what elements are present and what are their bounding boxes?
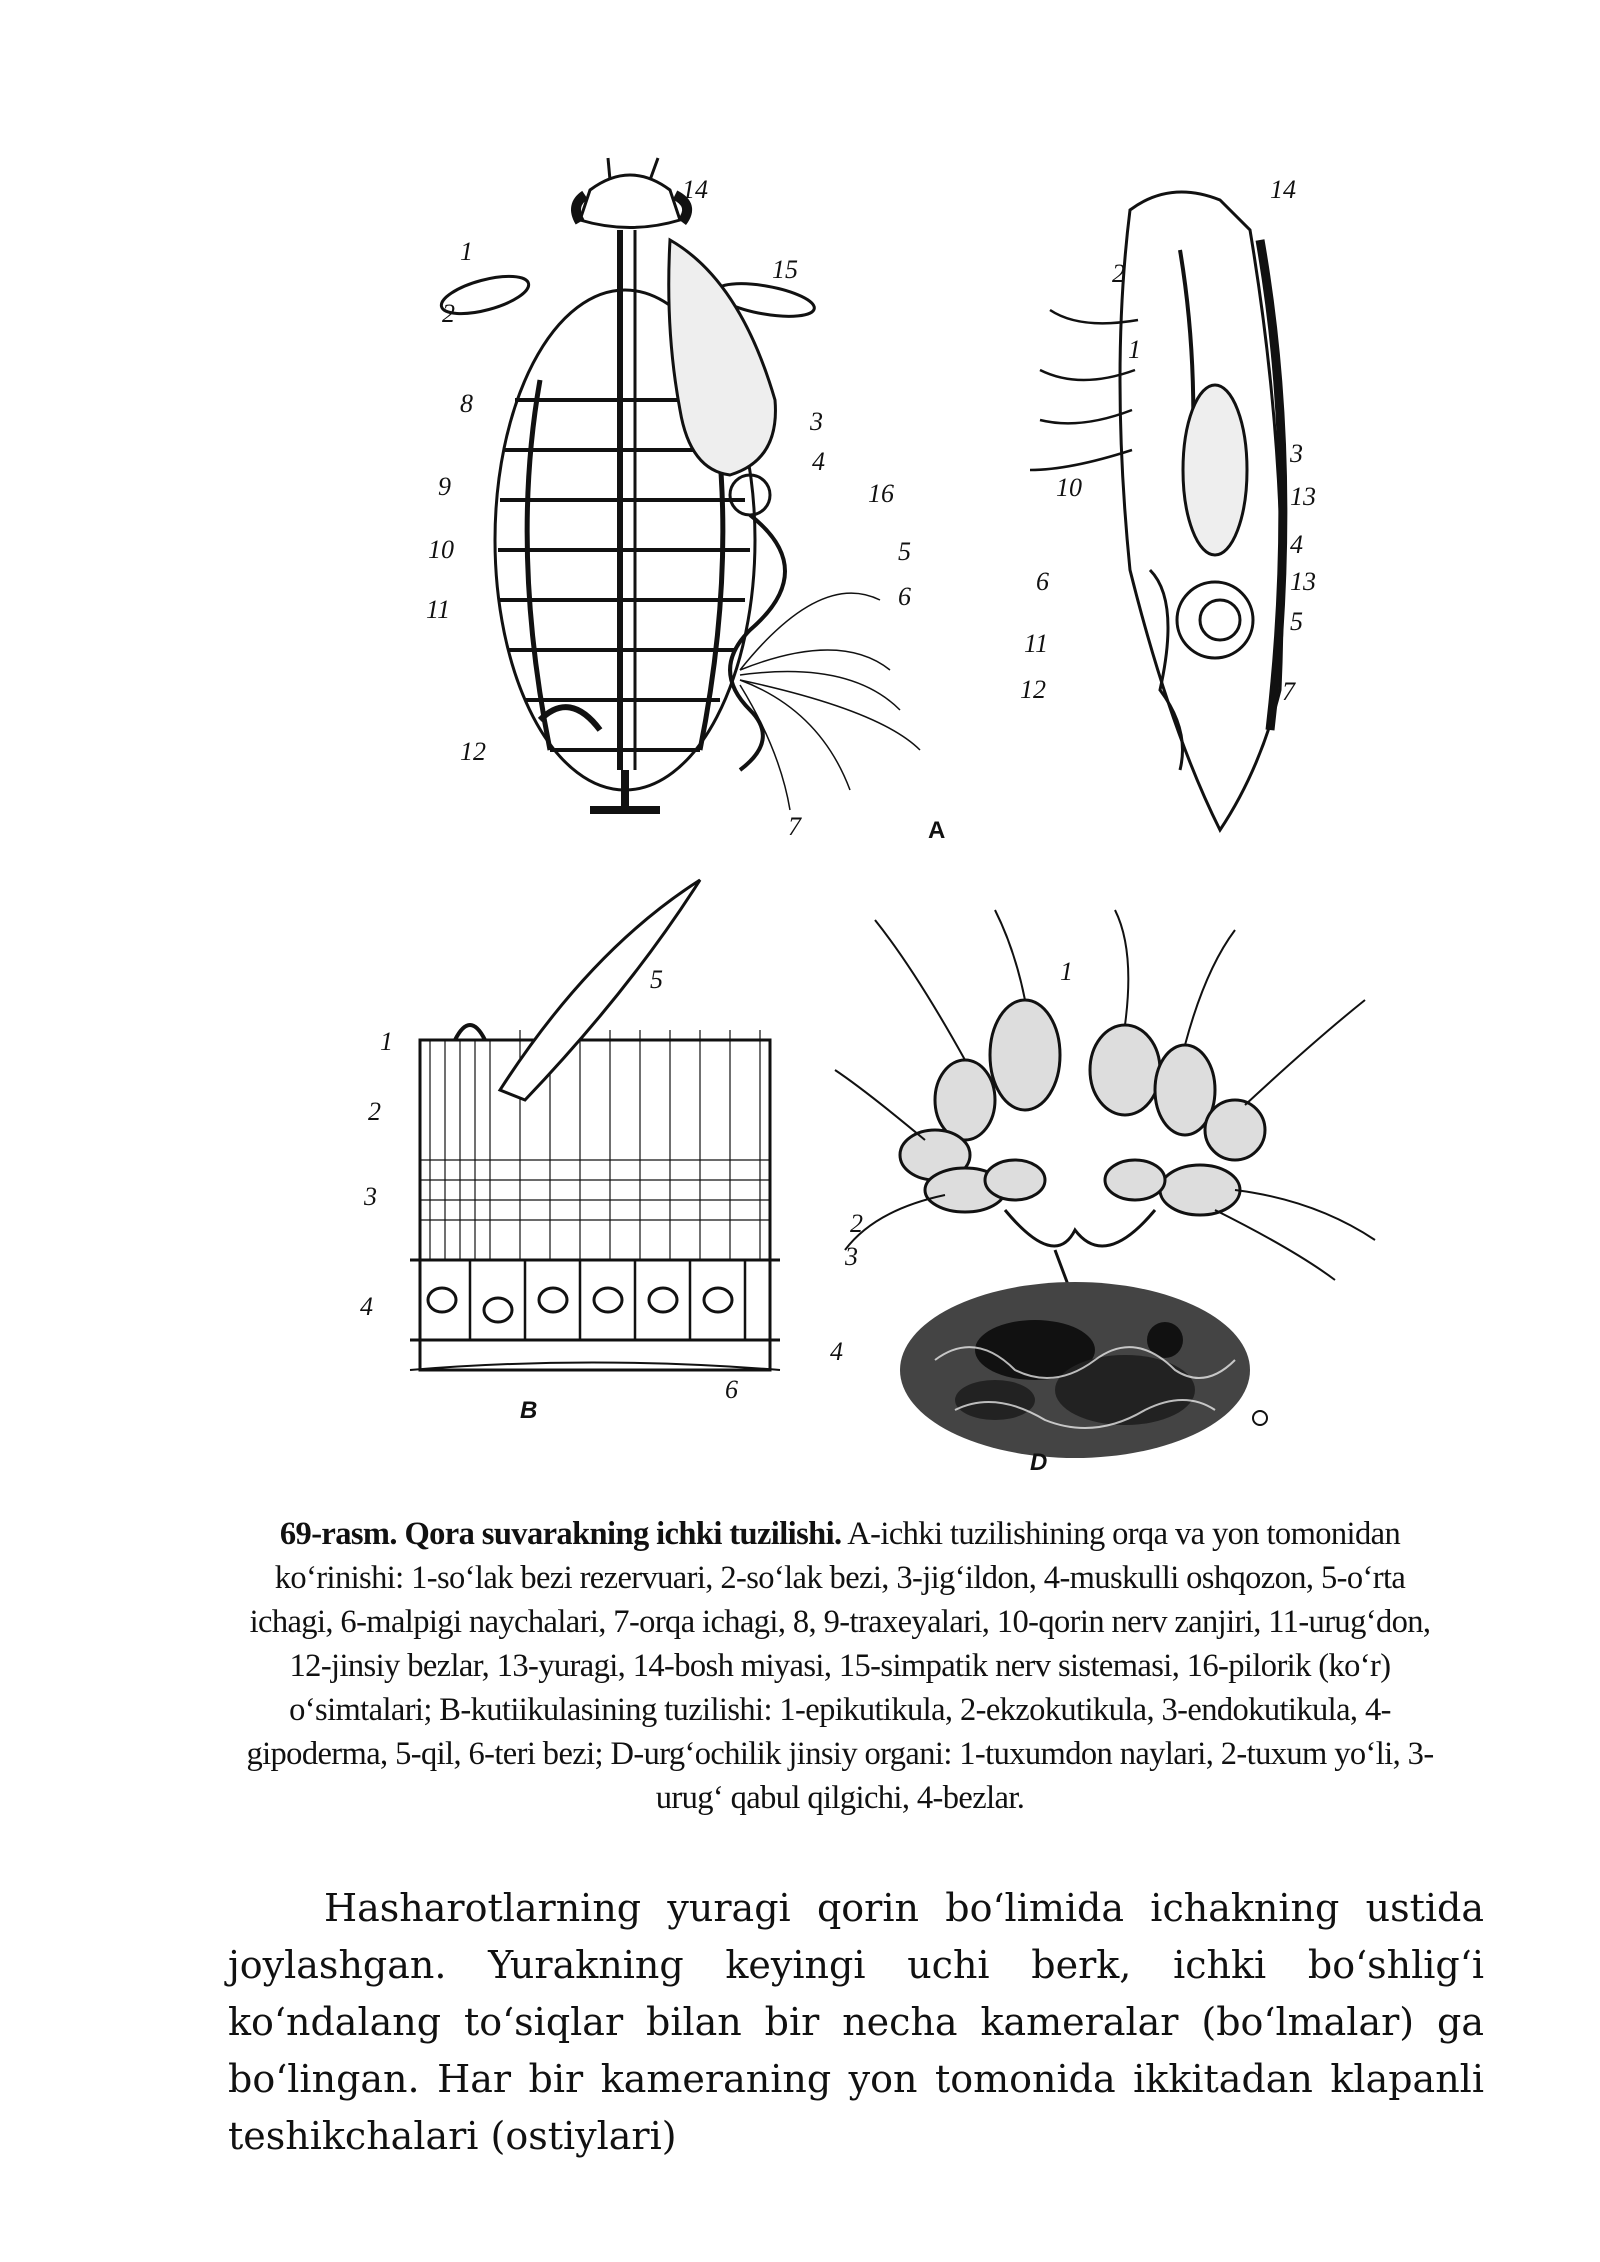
label-2: 2 <box>442 299 455 328</box>
b-label-1: 1 <box>380 1027 393 1056</box>
label-4: 4 <box>812 447 825 476</box>
label-15: 15 <box>772 255 798 284</box>
svg-text:A: A <box>928 817 946 844</box>
panel-b-letter: B <box>520 1397 538 1424</box>
figure-a-dorsal-view <box>420 150 980 850</box>
side-label-10: 10 <box>1056 473 1082 502</box>
b-label-3: 3 <box>364 1182 377 1211</box>
panel-a-letter <box>920 808 960 848</box>
d-label-1: 1 <box>1060 957 1073 986</box>
b-label-4: 4 <box>360 1292 373 1321</box>
body-paragraph <box>228 1880 1484 2165</box>
label-10: 10 <box>428 535 454 564</box>
label-1: 1 <box>460 237 473 266</box>
label-5: 5 <box>898 537 911 566</box>
d-label-3: 3 <box>845 1242 858 1271</box>
b-label-5: 5 <box>650 965 663 994</box>
body-paragraph-text: Hasharotlarning yuragi qorin bo‘limida ichakning ustida joylashgan. Yurakning keyingi uchi berk, ichki bo‘shlig‘i ko‘ndalang to‘siqlar bilan bir necha kameralar (bo‘lmalar) ga bo‘lingan. Har bir kameraning yon tomonida ikkitadan klapanli teshikchalari (ostiylari) <box>228 1886 1484 2158</box>
label-11: 11 <box>426 595 451 624</box>
side-label-3: 3 <box>1290 439 1303 468</box>
label-12: 12 <box>460 737 486 766</box>
label-7: 7 <box>788 812 801 841</box>
side-label-12: 12 <box>1020 675 1046 704</box>
b-label-2: 2 <box>368 1097 381 1126</box>
side-label-4: 4 <box>1290 530 1303 559</box>
side-label-7: 7 <box>1282 677 1295 706</box>
label-16: 16 <box>868 479 894 508</box>
label-8: 8 <box>460 389 473 418</box>
figure-d-reproductive-organ <box>815 890 1435 1480</box>
side-label-11: 11 <box>1024 629 1049 658</box>
side-label-2: 2 <box>1112 259 1125 288</box>
panel-d-letter: D <box>1030 1449 1048 1476</box>
caption-title: 69-rasm. Qora suvarakning ichki tuzilishi. <box>279 1516 842 1552</box>
label-9: 9 <box>438 472 451 501</box>
d-label-4: 4 <box>830 1337 843 1366</box>
b-label-6: 6 <box>725 1375 738 1404</box>
side-label-13b: 13 <box>1290 567 1316 596</box>
side-label-5: 5 <box>1290 607 1303 636</box>
figure-caption <box>240 1512 1440 1820</box>
label-3: 3 <box>810 407 823 436</box>
side-label-14: 14 <box>1270 175 1296 204</box>
d-label-2: 2 <box>850 1209 863 1238</box>
caption-text: A-ichki tuzilishining orqa va yon tomonidan ko‘rinishi: 1-so‘lak bezi rezervuari, 2-so‘lak bezi, 3-jig‘ildon, 4-muskulli oshqozon, 5-o‘rta ichagi, 6-malpigi naychalari, 7-orqa ichagi, 8, 9-traxeyalari, 10-qorin nerv zanjiri, 11-urug‘don, 12-jinsiy bezlar, 13-yuragi, 14-bosh miyasi, 15-simpatik nerv sistemasi, 16-pilorik (ko‘r) o‘simtalari; B-kutiikulasining tuzilishi: 1-epikutikula, 2-ekzokutikula, 3-endokutikula, 4-gipoderma, 5-qil, 6-teri bezi; D-urg‘ochilik jinsiy organi: 1-tuxumdon naylari, 2-tuxum yo‘li, 3-urug‘ qabul qilgichi, 4-bezlar. <box>246 1516 1434 1816</box>
label-14: 14 <box>682 175 708 204</box>
figure-b-cuticle <box>350 870 810 1430</box>
side-label-6: 6 <box>1036 567 1049 596</box>
side-label-13: 13 <box>1290 482 1316 511</box>
side-label-1: 1 <box>1128 335 1141 364</box>
label-6: 6 <box>898 582 911 611</box>
figure-a-side-view <box>1020 170 1350 850</box>
